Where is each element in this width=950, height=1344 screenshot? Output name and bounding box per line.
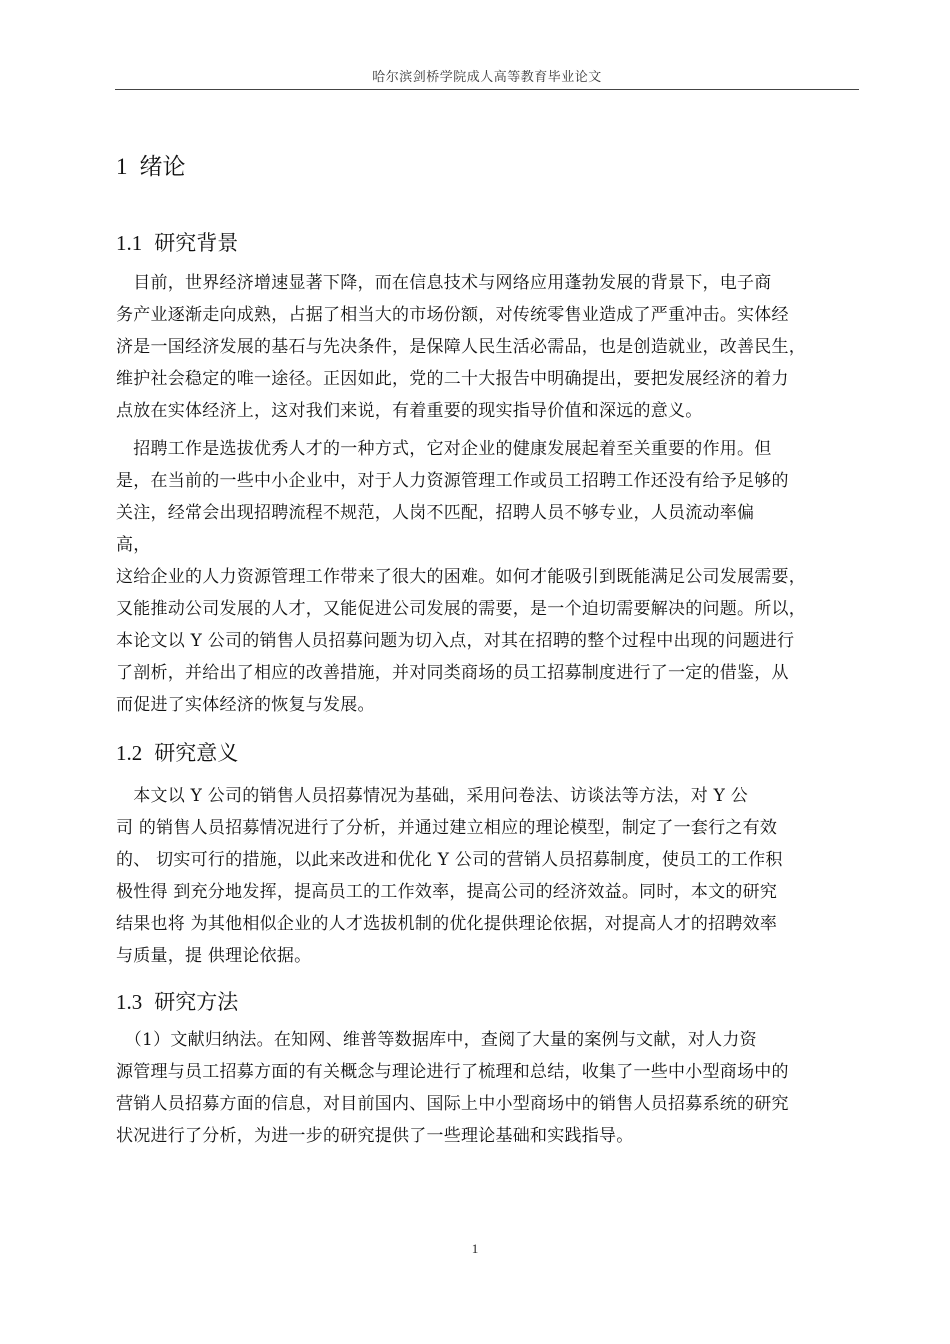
paragraph-methods (116, 1024, 862, 1152)
text-line: 又能推动公司发展的人才，又能促进公司发展的需要，是一个迫切需要解决的问题。所以， (116, 599, 806, 619)
paragraph-background-1 (116, 267, 862, 427)
paragraph-significance (116, 780, 862, 972)
text-line: 的、 切实可行的措施，以此来改进和优化 Y 公司的营销人员招募制度，使员工的工作积 (116, 850, 783, 870)
text-line: 与质量，提 供理论依据。 (116, 946, 312, 966)
text-line: （1）文献归纳法。在知网、维普等数据库中，查阅了大量的案例与文献，对人力资 (116, 1030, 757, 1050)
text-line: 维护社会稳定的唯一途径。正因如此，党的二十大报告中明确提出，要把发展经济的着力 (116, 369, 789, 389)
text-line: 源管理与员工招募方面的有关概念与理论进行了梳理和总结，收集了一些中小型商场中的 (116, 1062, 789, 1082)
chapter-title: 绪论 (139, 154, 186, 180)
text-line: 关注，经常会出现招聘流程不规范，人岗不匹配，招聘人员不够专业，人员流动率偏 (116, 503, 755, 523)
text-line: 这给企业的人力资源管理工作带来了很大的困难。如何才能吸引到既能满足公司发展需要， (116, 567, 806, 587)
page-header: 哈尔滨剑桥学院成人高等教育毕业论文 (372, 70, 602, 85)
section-title: 研究背景 (154, 231, 239, 255)
text-line: 极性得 到充分地发挥，提高员工的工作效率，提高公司的经济效益。同时，本文的研究 (116, 882, 778, 902)
paragraph-background-2 (116, 433, 862, 721)
text-line: 目前，世界经济增速显著下降，而在信息技术与网络应用蓬勃发展的背景下，电子商 (116, 273, 772, 293)
text-line: 营销人员招募方面的信息，对目前国内、国际上中小型商场中的销售人员招募系统的研究 (116, 1094, 789, 1114)
header-rule (115, 89, 859, 90)
text-line: 本论文以 Y 公司的销售人员招募问题为切入点，对其在招聘的整个过程中出现的问题进行 (116, 631, 795, 651)
section-number: 1.2 (116, 741, 143, 765)
text-line: 司 的销售人员招募情况进行了分析，并通过建立相应的理论模型，制定了一套行之有效 (116, 818, 778, 838)
chapter-number: 1 (116, 154, 128, 179)
text-line: 高， (116, 535, 151, 555)
text-line: 状况进行了分析，为进一步的研究提供了一些理论基础和实践指导。 (116, 1126, 634, 1146)
section-heading-1-3 (116, 986, 238, 1016)
section-number: 1.1 (116, 231, 143, 255)
text-line: 而促进了实体经济的恢复与发展。 (116, 695, 375, 715)
section-title: 研究意义 (154, 741, 239, 765)
section-title: 研究方法 (154, 990, 239, 1014)
text-line: 点放在实体经济上，这对我们来说，有着重要的现实指导价值和深远的意义。 (116, 401, 703, 421)
chapter-heading (116, 148, 186, 181)
section-number: 1.3 (116, 990, 143, 1014)
text-line: 招聘工作是选拔优秀人才的一种方式，它对企业的健康发展起着至关重要的作用。但 (116, 439, 772, 459)
text-line: 济是一国经济发展的基石与先决条件，是保障人民生活必需品，也是创造就业，改善民生， (116, 337, 806, 357)
text-line: 是，在当前的一些中小企业中，对于人力资源管理工作或员工招聘工作还没有给予足够的 (116, 471, 789, 491)
text-line: 结果也将 为其他相似企业的人才选拔机制的优化提供理论依据，对提高人才的招聘效率 (116, 914, 778, 934)
page-number: 1 (471, 1241, 479, 1256)
text-line: 本文以 Y 公司的销售人员招募情况为基础，采用问卷法、访谈法等方法，对 Y 公 (116, 786, 749, 806)
section-heading-1-2 (116, 737, 238, 767)
text-line: 务产业逐渐走向成熟，占据了相当大的市场份额，对传统零售业造成了严重冲击。实体经 (116, 305, 789, 325)
text-line: 了剖析，并给出了相应的改善措施，并对同类商场的员工招募制度进行了一定的借鉴，从 (116, 663, 789, 683)
section-heading-1-1 (116, 227, 238, 257)
